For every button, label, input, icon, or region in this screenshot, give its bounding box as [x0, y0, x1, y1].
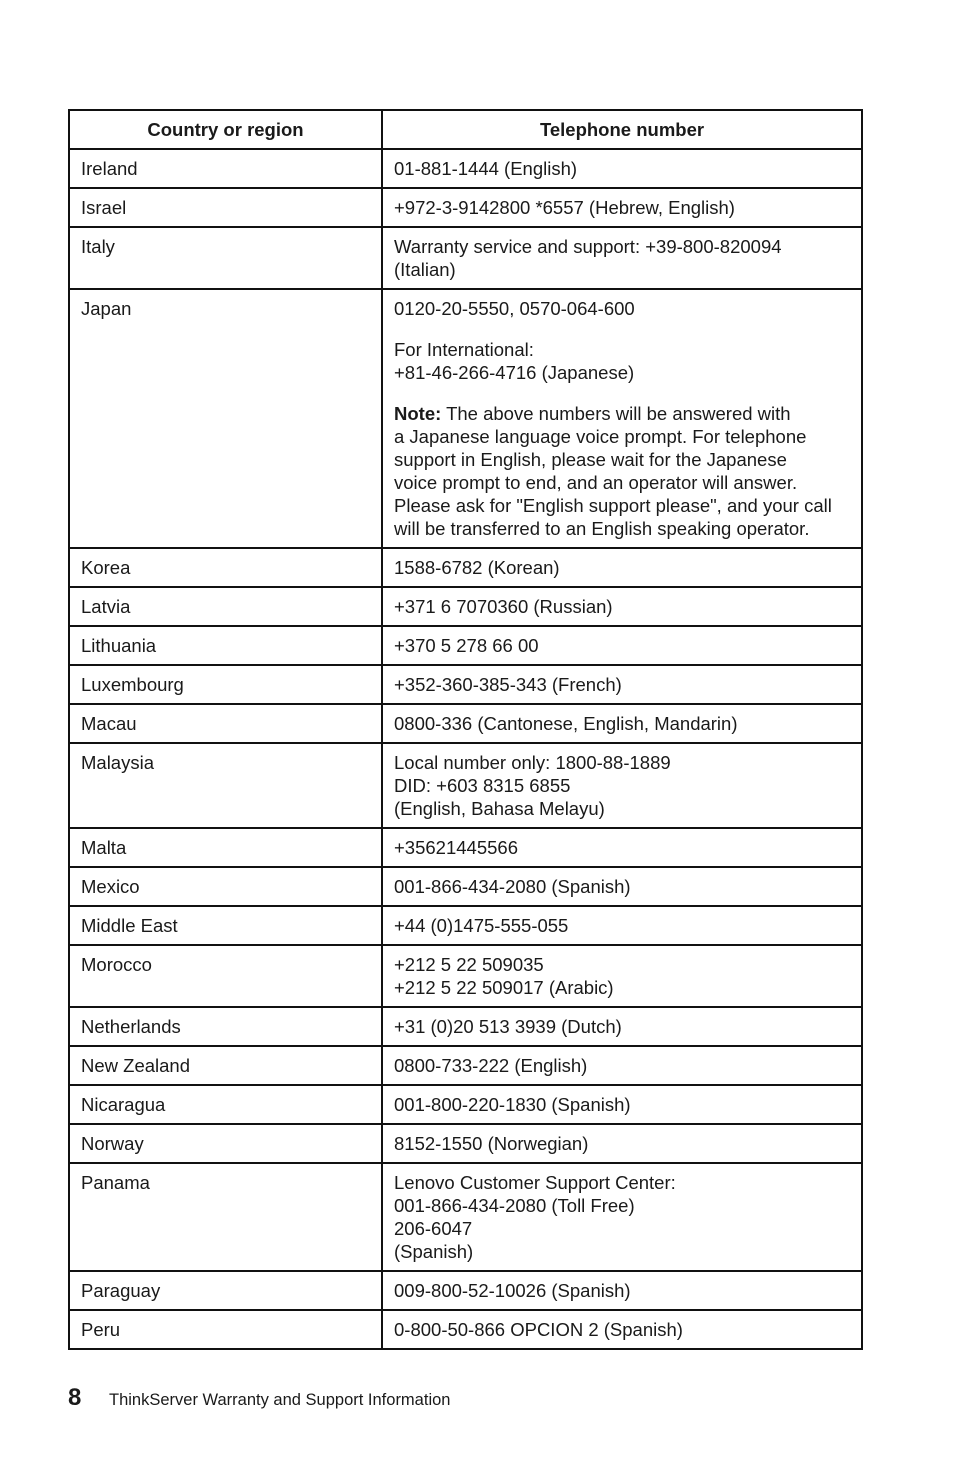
phone-line: 001-866-434-2080 (Toll Free): [394, 1195, 635, 1216]
table-row: [69, 227, 862, 289]
phone-cell: [382, 289, 862, 548]
country-cell: Macau: [69, 704, 382, 743]
country-cell: Ireland: [69, 149, 382, 188]
table-row: [69, 149, 862, 188]
phone-line: Lenovo Customer Support Center:: [394, 1172, 676, 1193]
table-row: [69, 945, 862, 1007]
phone-line: DID: +603 8315 6855: [394, 775, 571, 796]
phone-cell: [382, 1007, 862, 1046]
phone-line: +81-46-266-4716 (Japanese): [394, 362, 635, 383]
column-header-phone: Telephone number: [382, 110, 862, 149]
country-cell: Israel: [69, 188, 382, 227]
column-header-country: Country or region: [69, 110, 382, 149]
note-label: Note:: [394, 403, 442, 424]
phone-line: +352-360-385-343 (French): [394, 674, 622, 695]
country-cell: Paraguay: [69, 1271, 382, 1310]
country-cell: Italy: [69, 227, 382, 289]
table-row: [69, 1124, 862, 1163]
phone-cell: [382, 1046, 862, 1085]
table-row: [69, 828, 862, 867]
table-row: [69, 1271, 862, 1310]
phone-line: +371 6 7070360 (Russian): [394, 596, 613, 617]
phone-line: 206-6047: [394, 1218, 473, 1239]
page-number: 8: [68, 1384, 82, 1411]
phone-line: +972-3-9142800 *6557 (Hebrew, English): [394, 197, 735, 218]
country-cell: Morocco: [69, 945, 382, 1007]
phone-cell: [382, 548, 862, 587]
phone-line: 0120-20-5550, 0570-064-600: [394, 298, 635, 319]
country-cell: Norway: [69, 1124, 382, 1163]
phone-line: 0800-733-222 (English): [394, 1055, 588, 1076]
country-cell: Mexico: [69, 867, 382, 906]
table-row: [69, 1007, 862, 1046]
table-row: [69, 1163, 862, 1271]
phone-cell: [382, 626, 862, 665]
phone-line: 8152-1550 (Norwegian): [394, 1133, 589, 1154]
table-header-row: [69, 110, 862, 149]
table-row: [69, 289, 862, 548]
country-cell: Panama: [69, 1163, 382, 1271]
table-row: [69, 906, 862, 945]
phone-line: +212 5 22 509035: [394, 954, 544, 975]
phone-cell: [382, 1271, 862, 1310]
phone-cell: [382, 665, 862, 704]
phone-line: +212 5 22 509017 (Arabic): [394, 977, 614, 998]
phone-cell: [382, 1124, 862, 1163]
phone-line: 01-881-1444 (English): [394, 158, 578, 179]
table-row: [69, 867, 862, 906]
phone-line: 009-800-52-10026 (Spanish): [394, 1280, 631, 1301]
phone-cell: [382, 1310, 862, 1349]
note-line: a Japanese language voice prompt. For telephone: [394, 426, 807, 447]
page-footer: [68, 1384, 450, 1412]
country-cell: Middle East: [69, 906, 382, 945]
note-line: support in English, please wait for the Japanese: [394, 449, 787, 470]
phone-line: 1588-6782 (Korean): [394, 557, 560, 578]
table-row: [69, 743, 862, 828]
phone-cell: [382, 743, 862, 828]
country-cell: Nicaragua: [69, 1085, 382, 1124]
table-row: [69, 587, 862, 626]
table-row: [69, 704, 862, 743]
note-line: voice prompt to end, and an operator will answer.: [394, 472, 798, 493]
phone-line: (English, Bahasa Melayu): [394, 798, 605, 819]
document-title: ThinkServer Warranty and Support Information: [109, 1391, 451, 1409]
support-phone-table: [68, 109, 863, 1350]
table-row: [69, 188, 862, 227]
phone-line: (Spanish): [394, 1241, 474, 1262]
country-cell: New Zealand: [69, 1046, 382, 1085]
phone-cell: [382, 227, 862, 289]
note-text: The above numbers will be answered with: [441, 403, 791, 424]
phone-line: 0-800-50-866 OPCION 2 (Spanish): [394, 1319, 683, 1340]
note-line: [394, 402, 850, 425]
table-row: [69, 548, 862, 587]
phone-line: 001-866-434-2080 (Spanish): [394, 876, 631, 897]
country-cell: Latvia: [69, 587, 382, 626]
phone-cell: [382, 704, 862, 743]
table-row: [69, 1310, 862, 1349]
country-cell: Malta: [69, 828, 382, 867]
country-cell: Lithuania: [69, 626, 382, 665]
country-cell: Korea: [69, 548, 382, 587]
phone-line: Warranty service and support: +39-800-820094: [394, 236, 782, 257]
table-row: [69, 665, 862, 704]
table-row: [69, 626, 862, 665]
phone-line: +35621445566: [394, 837, 518, 858]
phone-line: 001-800-220-1830 (Spanish): [394, 1094, 631, 1115]
table-row: [69, 1085, 862, 1124]
phone-cell: [382, 149, 862, 188]
country-cell: Peru: [69, 1310, 382, 1349]
country-cell: Malaysia: [69, 743, 382, 828]
phone-line: +370 5 278 66 00: [394, 635, 539, 656]
phone-cell: [382, 1085, 862, 1124]
country-cell: Luxembourg: [69, 665, 382, 704]
note-line: Please ask for "English support please", and your call: [394, 495, 832, 516]
country-cell: Japan: [69, 289, 382, 548]
phone-cell: [382, 906, 862, 945]
phone-cell: [382, 587, 862, 626]
phone-line: +44 (0)1475-555-055: [394, 915, 569, 936]
note-line: will be transferred to an English speaking operator.: [394, 518, 810, 539]
phone-cell: [382, 945, 862, 1007]
table-row: [69, 1046, 862, 1085]
phone-cell: [382, 828, 862, 867]
phone-cell: [382, 867, 862, 906]
phone-line: (Italian): [394, 259, 456, 280]
phone-line: 0800-336 (Cantonese, English, Mandarin): [394, 713, 738, 734]
phone-cell: [382, 188, 862, 227]
phone-line: For International:: [394, 339, 534, 360]
phone-line: +31 (0)20 513 3939 (Dutch): [394, 1016, 622, 1037]
phone-cell: [382, 1163, 862, 1271]
phone-line: Local number only: 1800-88-1889: [394, 752, 671, 773]
country-cell: Netherlands: [69, 1007, 382, 1046]
